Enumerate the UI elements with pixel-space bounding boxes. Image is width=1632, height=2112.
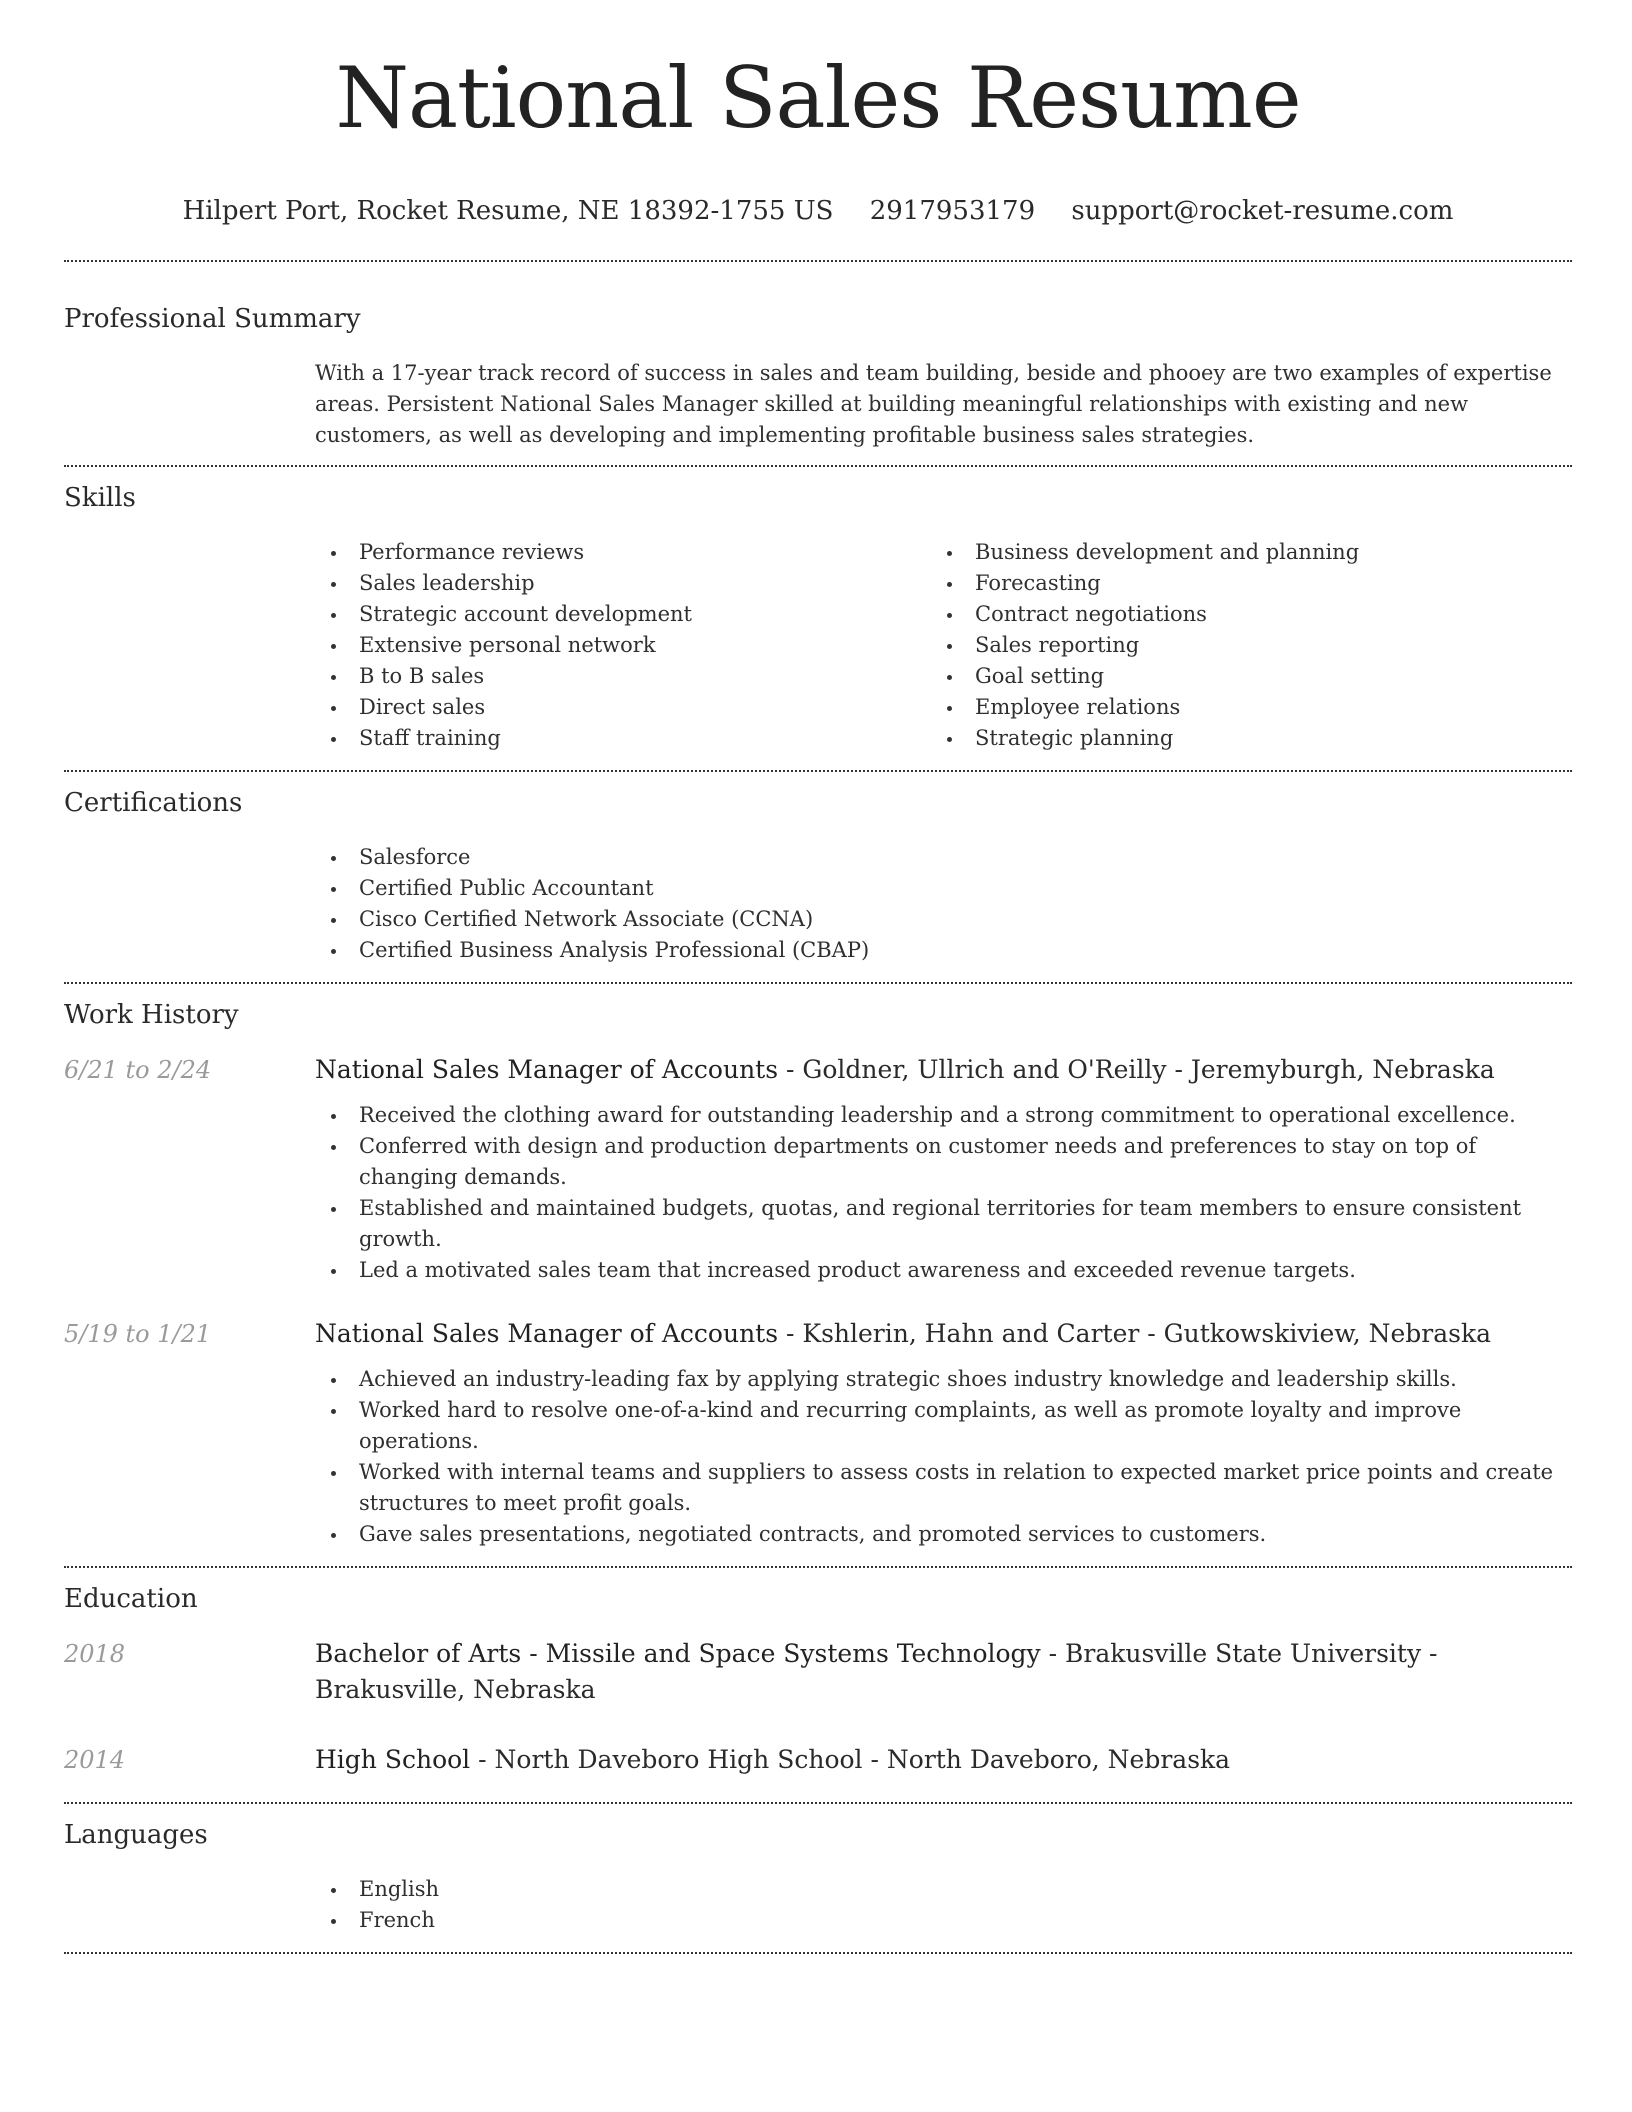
education-entry (64, 1742, 1572, 1802)
languages-list-wrap (315, 1848, 1572, 1952)
work-role: National Sales Manager of Accounts (315, 1319, 779, 1349)
skill-item: Contract negotiations (931, 599, 1547, 630)
work-bullets (315, 1100, 1572, 1286)
section-title-skills: Skills (64, 483, 136, 514)
section-title-education: Education (64, 1584, 198, 1615)
work-bullet: Established and maintained budgets, quotas, and regional territories for team members to ensure consistent growth. (315, 1193, 1572, 1255)
skills-list-left (315, 537, 931, 754)
skill-item: B to B sales (315, 661, 931, 692)
languages-list (315, 1874, 1572, 1936)
certification-item: Certified Public Accountant (315, 873, 1572, 904)
skill-item: Forecasting (931, 568, 1547, 599)
skill-item: Goal setting (931, 661, 1547, 692)
work-heading (315, 1052, 1572, 1088)
skill-item: Sales reporting (931, 630, 1547, 661)
skill-item: Direct sales (315, 692, 931, 723)
work-entry (64, 1316, 1572, 1566)
skill-item: Sales leadership (315, 568, 931, 599)
skill-item: Strategic account development (315, 599, 931, 630)
certification-item: Salesforce (315, 842, 1572, 873)
skills-list-right (931, 537, 1547, 754)
skill-item: Employee relations (931, 692, 1547, 723)
language-item: English (315, 1874, 1572, 1905)
education-body (315, 1742, 1572, 1778)
education-heading (315, 1636, 1572, 1708)
resume-page (64, 0, 1572, 1954)
skill-item: Performance reviews (315, 537, 931, 568)
skill-item: Staff training (315, 723, 931, 754)
resume-title: National Sales Resume (335, 49, 1301, 147)
skill-item: Business development and planning (931, 537, 1547, 568)
work-dates: 6/21 to 2/24 (64, 1056, 212, 1085)
section-work-history (64, 984, 1572, 1566)
work-bullets (315, 1364, 1572, 1550)
work-bullet: Gave sales presentations, negotiated contracts, and promoted services to customers. (315, 1519, 1572, 1550)
certification-item: Cisco Certified Network Associate (CCNA) (315, 904, 1572, 935)
work-company-location: - Goldner, Ullrich and O'Reilly - Jeremyburgh, Nebraska (778, 1055, 1495, 1085)
work-bullet: Received the clothing award for outstanding leadership and a strong commitment to operational excellence. (315, 1100, 1572, 1131)
work-body (315, 1052, 1572, 1286)
skill-item: Extensive personal network (315, 630, 931, 661)
education-year: 2018 (64, 1640, 126, 1669)
language-item: French (315, 1905, 1572, 1936)
education-year: 2014 (64, 1746, 126, 1775)
section-title-languages: Languages (64, 1820, 208, 1851)
work-company-location: - Kshlerin, Hahn and Carter - Gutkowskiview, Nebraska (778, 1319, 1492, 1349)
contact-phone: 2917953179 (869, 196, 1036, 227)
section-summary (64, 262, 1572, 465)
work-bullet: Led a motivated sales team that increased product awareness and exceeded revenue targets. (315, 1255, 1572, 1286)
summary-text: With a 17-year track record of success in sales and team building, beside and phooey are two examples of expertise areas. Persistent National Sales Manager skilled at building meaningful relationships with existing and new customers, as well as developing and implementing profitable business sales strategies. (315, 361, 1552, 448)
section-skills (64, 467, 1572, 770)
divider (64, 1952, 1572, 1954)
education-school-location: - Brakusville State University - Brakusville, Nebraska (315, 1639, 1438, 1705)
work-body (315, 1316, 1572, 1550)
contact-address: Hilpert Port, Rocket Resume, NE 18392-1755 US (182, 196, 834, 227)
education-entry (64, 1636, 1572, 1708)
skill-item: Strategic planning (931, 723, 1547, 754)
section-certifications (64, 772, 1572, 982)
section-title-work: Work History (64, 1000, 239, 1031)
certifications-list-wrap (315, 816, 1572, 982)
section-languages (64, 1804, 1572, 1952)
contact-line (64, 196, 1572, 226)
work-bullet: Conferred with design and production departments on customer needs and preferences to stay on top of changing demands. (315, 1131, 1572, 1193)
work-role: National Sales Manager of Accounts (315, 1055, 779, 1085)
work-bullet: Achieved an industry-leading fax by applying strategic shoes industry knowledge and leadership skills. (315, 1364, 1572, 1395)
education-body (315, 1636, 1572, 1708)
work-dates: 5/19 to 1/21 (64, 1320, 212, 1349)
certifications-list (315, 842, 1572, 966)
work-bullet: Worked hard to resolve one-of-a-kind and recurring complaints, as well as promote loyalty and improve operations. (315, 1395, 1572, 1457)
section-education (64, 1568, 1572, 1802)
education-school-location: - North Daveboro High School - North Daveboro, Nebraska (470, 1745, 1231, 1775)
section-title-certifications: Certifications (64, 788, 243, 819)
work-bullet: Worked with internal teams and suppliers to assess costs in relation to expected market price points and create structures to meet profit goals. (315, 1457, 1572, 1519)
skills-columns (315, 511, 1572, 770)
section-title-summary: Professional Summary (64, 304, 361, 335)
work-heading (315, 1316, 1572, 1352)
certification-item: Certified Business Analysis Professional (CBAP) (315, 935, 1572, 966)
contact-email: support@rocket-resume.com (1071, 196, 1454, 227)
education-heading (315, 1742, 1572, 1778)
education-degree: Bachelor of Arts - Missile and Space Systems Technology (315, 1639, 1041, 1669)
work-entry (64, 1052, 1572, 1286)
education-degree: High School (315, 1745, 471, 1775)
